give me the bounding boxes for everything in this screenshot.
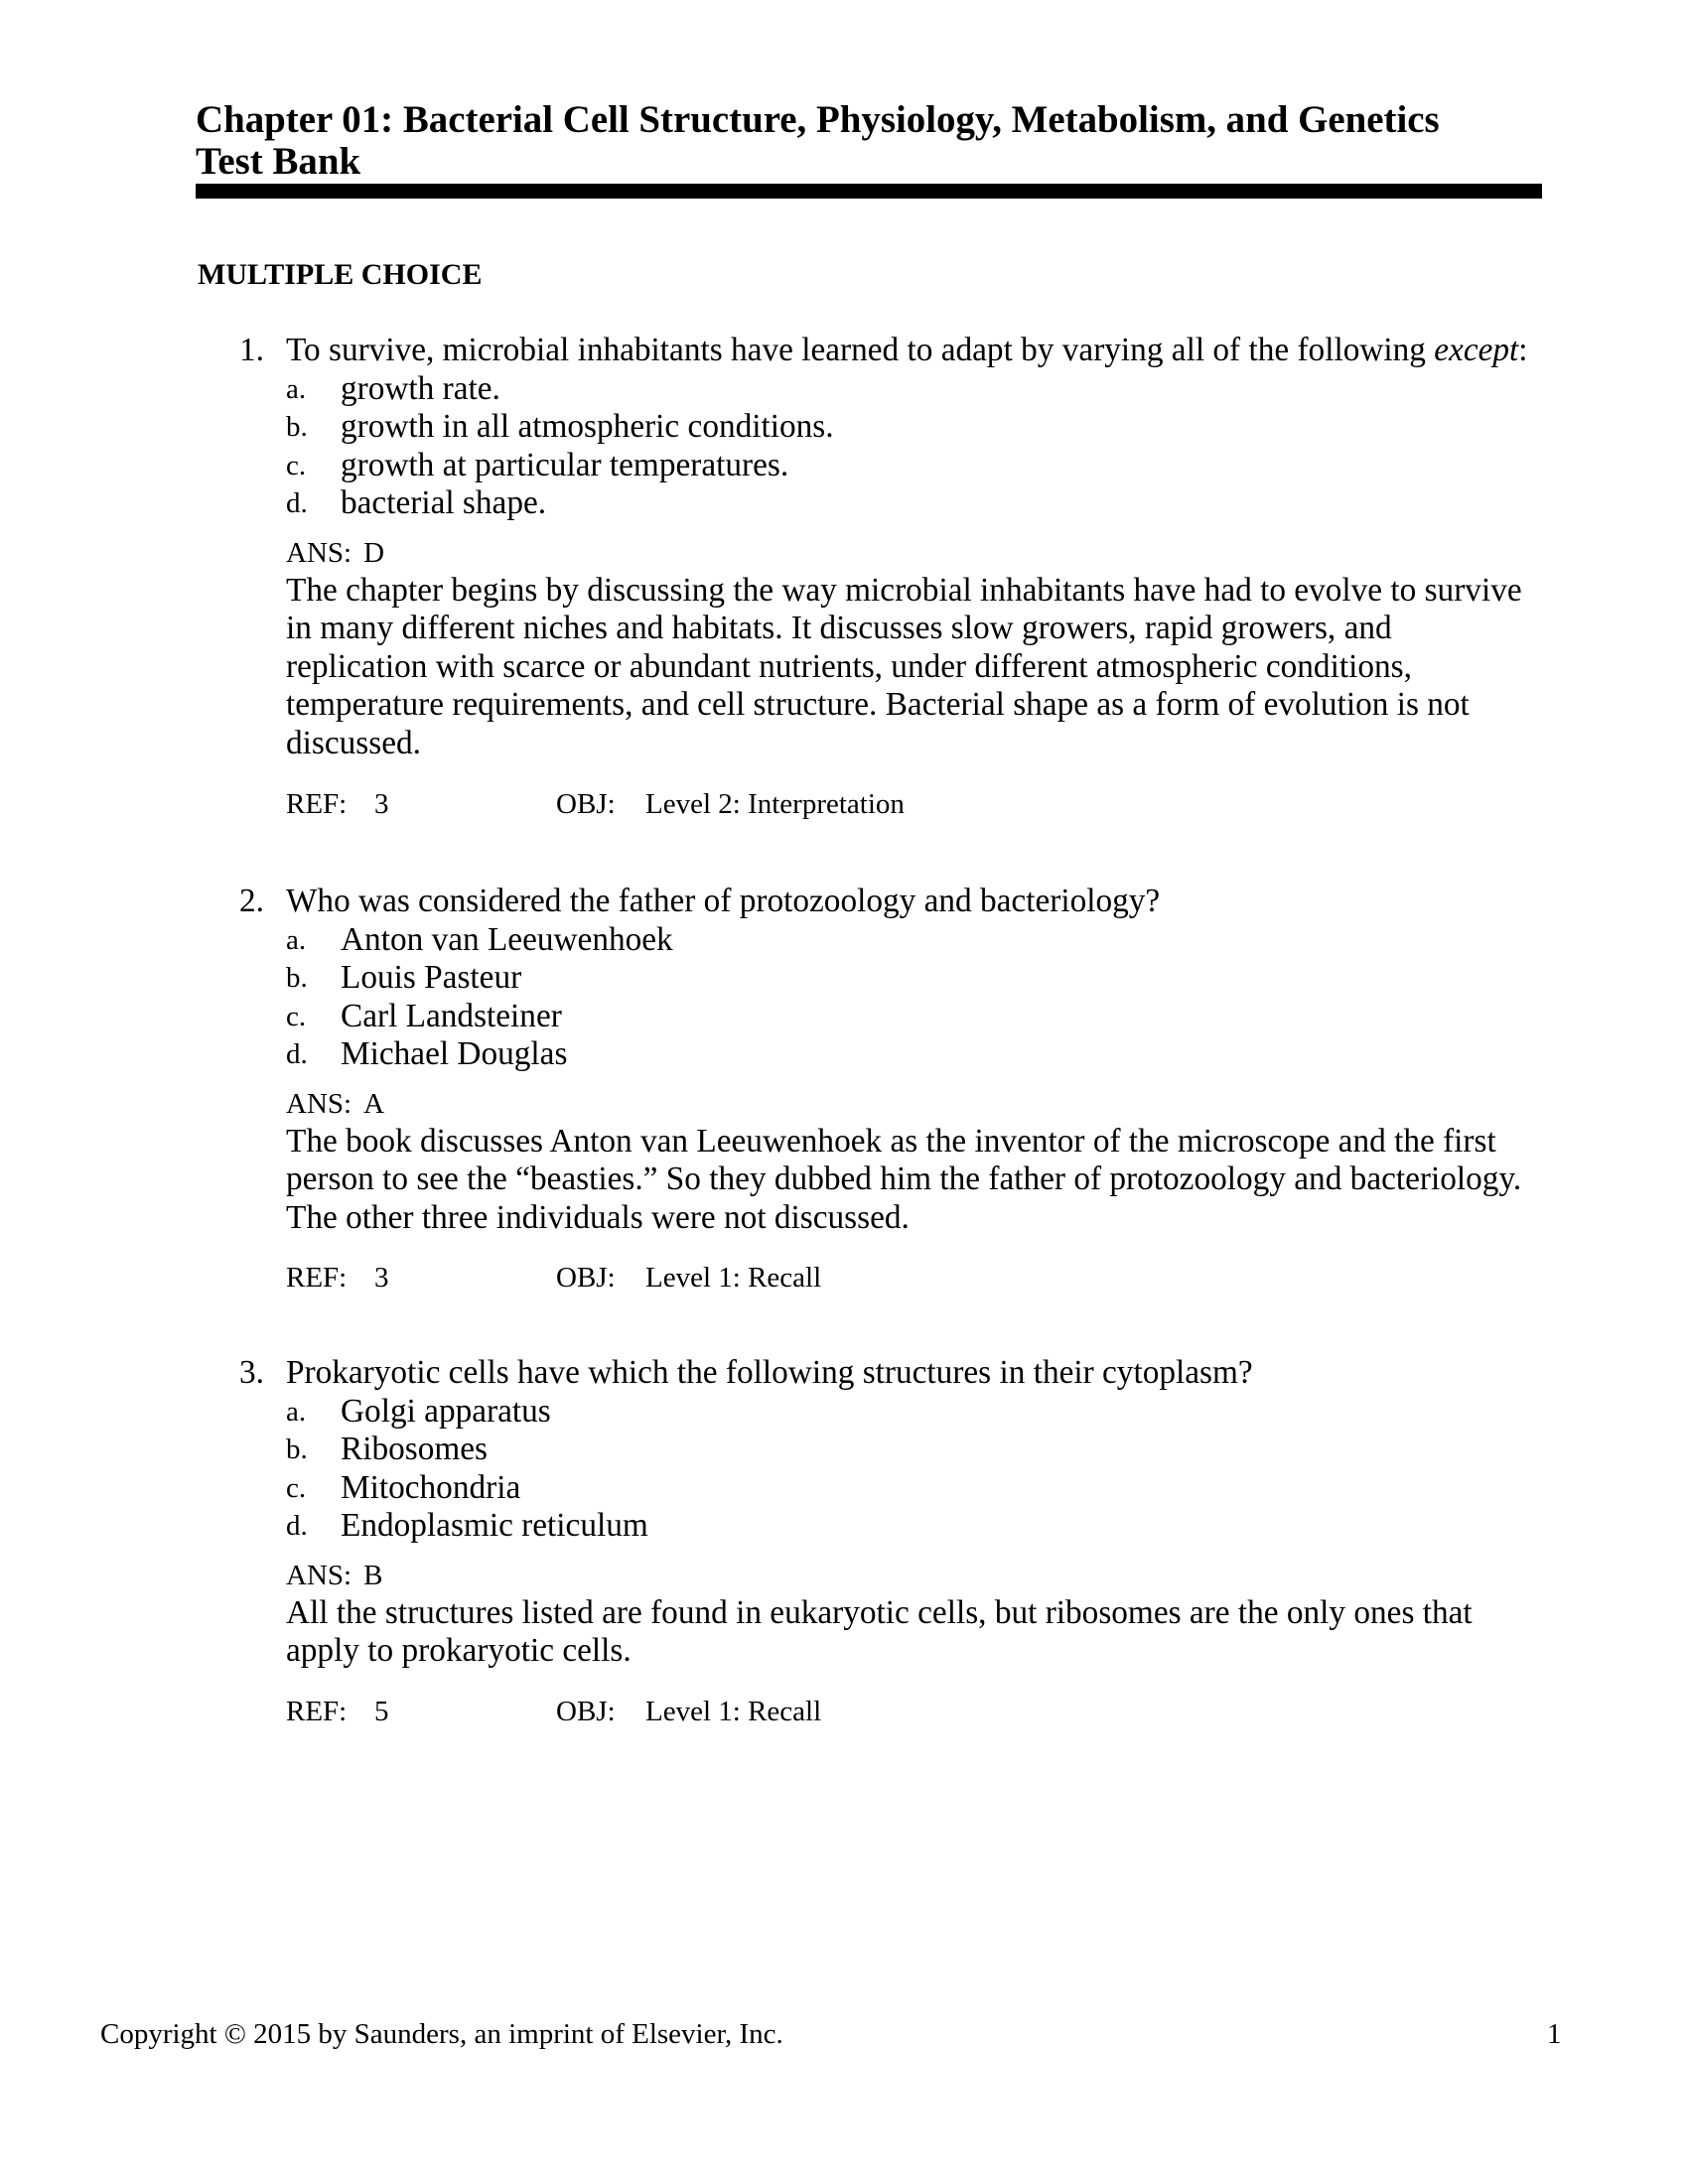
rationale-line: The book discusses Anton van Leeuwenhoek as the inventor of the microscope and the first [286, 1122, 1496, 1160]
obj-value: Level 1: Recall [645, 1695, 822, 1727]
option-letter: c. [286, 1471, 307, 1504]
option-letter: d. [286, 1510, 308, 1543]
question-text: To survive, microbial inhabitants have learned to adapt by varying all of the following [286, 332, 1435, 368]
option-text: Mitochondria [341, 1468, 521, 1506]
option-letter: d. [286, 1038, 308, 1071]
question-number: 3. [239, 1354, 264, 1391]
answer-label: ANS: [286, 1087, 352, 1120]
question-text: Who was considered the father of protozoology and bacteriology? [286, 883, 1161, 919]
answer-label: ANS: [286, 1559, 352, 1591]
question-text: Prokaryotic cells have which the following structures in their cytoplasm? [286, 1354, 1253, 1391]
chapter-title: Chapter 01: Bacterial Cell Structure, Physiology, Metabolism, and Genetics [196, 98, 1440, 141]
document-title [196, 99, 1546, 183]
option-letter: c. [286, 1000, 307, 1032]
answer-block [286, 533, 1547, 823]
section-heading: MULTIPLE CHOICE [198, 258, 483, 291]
question-stem [0, 1354, 1688, 1393]
ref-value: 3 [374, 787, 389, 820]
rationale-line: The other three individuals were not discussed. [286, 1198, 910, 1236]
question-1 [0, 332, 1688, 823]
option-d [0, 484, 1688, 523]
option-letter: b. [286, 411, 308, 444]
option-a [0, 921, 1688, 960]
question-stem [0, 883, 1688, 921]
question-3 [0, 1354, 1688, 1730]
page-number: 1 [1547, 2018, 1562, 2050]
obj-label: OBJ: [556, 1262, 616, 1295]
option-letter: a. [286, 923, 307, 956]
obj-label: OBJ: [556, 1695, 616, 1727]
question-text-suffix: : [1518, 332, 1528, 368]
title-rule [196, 184, 1542, 199]
reference-line [286, 785, 1547, 824]
question-text-emphasis: except [1434, 332, 1519, 368]
option-letter: a. [286, 372, 307, 405]
rationale-line: discussed. [286, 724, 421, 761]
option-text: bacterial shape. [341, 484, 547, 522]
ref-label: REF: [286, 787, 348, 820]
option-d [0, 1035, 1688, 1074]
option-text: Louis Pasteur [341, 959, 522, 997]
option-a [0, 1393, 1688, 1432]
question-2 [0, 883, 1688, 1297]
option-b [0, 408, 1688, 447]
question-number: 2. [239, 883, 264, 919]
option-text: growth rate. [341, 369, 500, 407]
answer-value: D [363, 536, 385, 569]
answer-line [286, 1556, 1547, 1594]
option-text: Anton van Leeuwenhoek [341, 920, 673, 958]
question-stem [0, 332, 1688, 370]
obj-value: Level 2: Interpretation [645, 787, 905, 820]
answer-line [286, 533, 1547, 572]
answer-block [286, 1084, 1547, 1297]
question-number: 1. [239, 332, 264, 368]
ref-value: 3 [374, 1262, 389, 1295]
option-a [0, 370, 1688, 409]
ref-value: 5 [374, 1695, 389, 1727]
rationale-line: temperature requirements, and cell structure. Bacterial shape as a form of evolution is not [286, 686, 1470, 724]
option-text: growth at particular temperatures. [341, 446, 789, 483]
rationale-line: in many different niches and habitats. It discusses slow growers, rapid growers, and [286, 610, 1392, 647]
rationale-line: person to see the “beasties.” So they dubbed him the father of protozoology and bacteriology. [286, 1160, 1522, 1198]
reference-line [286, 1259, 1547, 1297]
answer-value: B [363, 1559, 383, 1591]
option-letter: d. [286, 487, 308, 520]
option-c [0, 1469, 1688, 1508]
option-text: Carl Landsteiner [341, 997, 562, 1034]
option-letter: b. [286, 1433, 308, 1466]
rationale-line: apply to prokaryotic cells. [286, 1632, 632, 1670]
ref-label: REF: [286, 1695, 348, 1727]
footer-copyright: Copyright © 2015 by Saunders, an imprint of Elsevier, Inc. [100, 2018, 783, 2050]
ref-label: REF: [286, 1262, 348, 1295]
rationale-line: replication with scarce or abundant nutrients, under different atmospheric conditions, [286, 647, 1412, 685]
obj-value: Level 1: Recall [645, 1262, 822, 1295]
option-c [0, 998, 1688, 1036]
rationale-line: The chapter begins by discussing the way microbial inhabitants have had to evolve to survive [286, 571, 1522, 609]
answer-block [286, 1556, 1547, 1730]
option-c [0, 447, 1688, 485]
option-text: Endoplasmic reticulum [341, 1507, 648, 1545]
option-b [0, 1431, 1688, 1469]
answer-value: A [363, 1087, 385, 1120]
option-text: Ribosomes [341, 1431, 488, 1468]
option-letter: c. [286, 449, 307, 481]
reference-line [286, 1693, 1547, 1731]
obj-label: OBJ: [556, 787, 616, 820]
answer-label: ANS: [286, 536, 352, 569]
option-d [0, 1507, 1688, 1546]
option-text: Golgi apparatus [341, 1392, 551, 1430]
option-text: growth in all atmospheric conditions. [341, 408, 834, 446]
answer-line [286, 1084, 1547, 1123]
option-letter: a. [286, 1395, 307, 1428]
rationale-line: All the structures listed are found in eukaryotic cells, but ribosomes are the only ones that [286, 1593, 1473, 1631]
option-b [0, 959, 1688, 998]
option-letter: b. [286, 962, 308, 995]
test-bank-subtitle: Test Bank [196, 140, 361, 183]
option-text: Michael Douglas [341, 1035, 568, 1073]
